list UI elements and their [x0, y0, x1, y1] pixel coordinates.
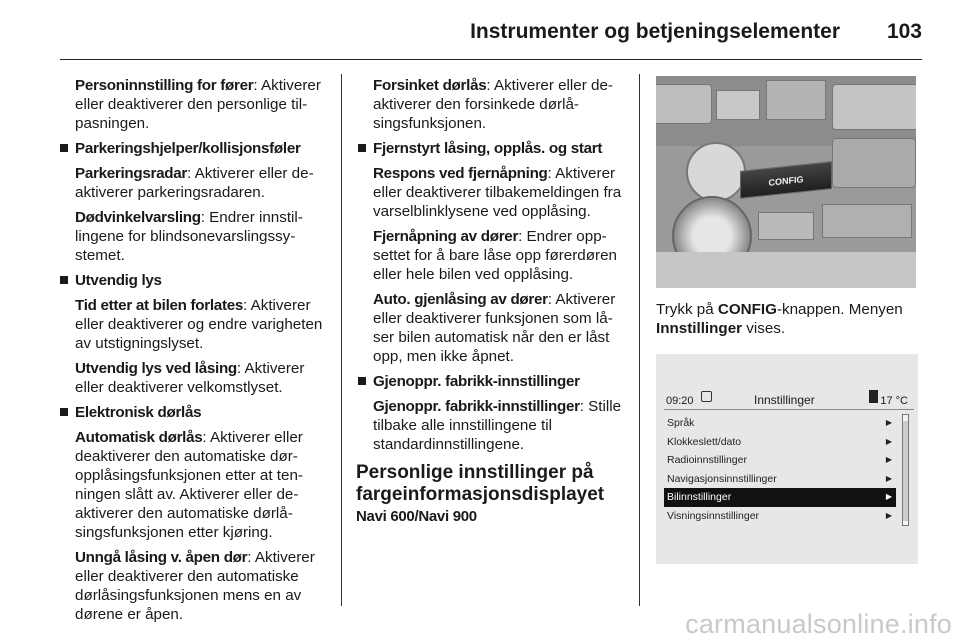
setting-name: Tid etter at bilen forlates — [75, 297, 244, 314]
screen-menu-item: Visningsinnstillinger ▶ — [664, 507, 896, 526]
setting-name: Auto. gjenlåsing av dører — [373, 291, 548, 308]
bullet-heading: Elektronisk dørlås — [58, 403, 330, 422]
setting-name: Forsinket dørlås — [373, 77, 487, 94]
setting-text: : Aktiverer eller deaktiverer den personlige tilpasningen. — [75, 77, 321, 132]
setting-description — [356, 76, 624, 133]
settings-screen-illustration — [656, 354, 918, 564]
screen-title: Innstillinger — [754, 393, 815, 407]
screen-scrollbar — [902, 414, 909, 526]
clock-icon — [701, 391, 712, 402]
setting-text: : Stille tilbake alle innstillingene til standardinnstillingene. — [373, 398, 622, 453]
setting-description — [356, 290, 624, 366]
thermometer-icon — [869, 390, 878, 403]
setting-text: : Aktiverer eller deaktiverer den forsinkede dørlåsingsfunksjonen. — [373, 77, 613, 132]
setting-text: : Aktiverer eller deaktiverer og endre varigheten av utstigningslyset. — [75, 297, 323, 352]
chevron-right-icon: ▶ — [885, 510, 892, 520]
setting-description — [58, 164, 330, 202]
bullet-square-icon — [358, 377, 366, 385]
setting-text: : Aktiverer eller deaktiverer parkeringsradaren. — [75, 165, 314, 201]
chevron-right-icon: ▶ — [885, 492, 892, 501]
setting-name: Personinnstilling for fører — [75, 77, 254, 94]
settings-menu-list — [664, 414, 896, 525]
setting-name: Gjenoppr. fabrikk-innstillinger — [373, 398, 580, 415]
screen-time: 09:20 — [666, 395, 694, 407]
setting-description — [58, 548, 330, 624]
bullet-heading: Parkeringshjelper/kollisjonsføler — [58, 139, 330, 158]
watermark: carmanualsonline.info — [685, 609, 952, 639]
setting-text: : Endrer innstillingene for blindsonevarslingssystemet. — [75, 209, 303, 264]
page-header — [60, 14, 922, 60]
setting-description — [58, 428, 330, 542]
setting-name: Respons ved fjernåpning — [373, 165, 548, 182]
config-button-photo: CONFIG — [740, 161, 832, 199]
screen-menu-item: Språk ▶ — [664, 414, 896, 433]
setting-text: : Endrer oppsettet for å bare låse opp førerdøren eller hele bilen ved opplåsing. — [373, 228, 617, 283]
dashboard-photo — [656, 76, 916, 288]
bullet-heading: Gjenoppr. fabrikk-innstillinger — [356, 372, 624, 391]
column-divider — [639, 74, 640, 606]
setting-description — [356, 164, 624, 221]
chevron-right-icon: ▶ — [885, 418, 892, 427]
setting-text: : Aktiverer eller deaktiverer den automatiske dørlåsingsfunksjonen mens en av dørene er åpen. — [75, 549, 315, 623]
setting-name: Parkeringsradar — [75, 165, 188, 182]
setting-name: Utvendig lys ved låsing — [75, 360, 237, 377]
setting-text: : Aktiverer eller deaktiverer velkomstlyset. — [75, 360, 305, 396]
header-title: Instrumenter og betjeningselementer — [470, 20, 840, 43]
bullet-square-icon — [60, 408, 68, 416]
bullet-heading: Fjernstyrt låsing, opplås. og start — [356, 139, 624, 158]
screen-temperature: 17 °C — [880, 395, 908, 407]
page-number: 103 — [886, 20, 922, 43]
screen-menu-item: Bilinnstillinger ▶ — [664, 488, 896, 507]
setting-description — [58, 208, 330, 265]
screen-status-bar — [664, 388, 914, 410]
screen-menu-item: Navigasjonsinnstillinger ▶ — [664, 470, 896, 489]
setting-name: Fjernåpning av dører — [373, 228, 519, 245]
column-3 — [656, 76, 918, 564]
column-divider — [341, 74, 342, 606]
bullet-square-icon — [60, 276, 68, 284]
chevron-right-icon: ▶ — [885, 436, 892, 446]
bullet-square-icon — [358, 144, 366, 152]
chevron-right-icon: ▶ — [885, 473, 892, 483]
setting-description — [356, 397, 624, 454]
setting-text: : Aktiverer eller deaktiverer funksjonen som låser bilen automatisk når den er låst opp, men ikke åpnet. — [373, 291, 616, 365]
setting-description — [356, 227, 624, 284]
column-1 — [58, 76, 330, 630]
setting-name: Dødvinkelvarsling — [75, 209, 201, 226]
setting-description — [58, 359, 330, 397]
section-heading: Personlige innstillinger på fargeinformasjonsdisplayet — [356, 462, 605, 505]
photo-caption: Trykk på CONFIG-knappen. Menyen Innstillinger vises. — [656, 301, 903, 337]
screen-menu-item: Klokkeslett/dato ▶ — [664, 433, 896, 452]
screen-menu-item: Radioinnstillinger ▶ — [664, 451, 896, 470]
setting-text: : Aktiverer eller deaktiverer tilbakemeldingen fra varselblinklysene ved opplåsing. — [373, 165, 622, 220]
bullet-heading: Utvendig lys — [58, 271, 330, 290]
chevron-right-icon: ▶ — [885, 455, 892, 464]
setting-name: Unngå låsing v. åpen dør — [75, 549, 248, 566]
bullet-square-icon — [60, 144, 68, 152]
setting-text: : Aktiverer eller deaktiverer den automatiske døropplåsingsfunksjonen etter at tenningen slått av. Aktiverer eller deaktiverer den automatiske dørlåsingsfunksjonen etter kjøring. — [75, 429, 303, 541]
section-subheading: Navi 600/Navi 900 — [356, 508, 477, 525]
setting-name: Automatisk dørlås — [75, 429, 203, 446]
setting-description — [58, 76, 330, 133]
column-2 — [356, 76, 624, 526]
setting-description — [58, 296, 330, 353]
